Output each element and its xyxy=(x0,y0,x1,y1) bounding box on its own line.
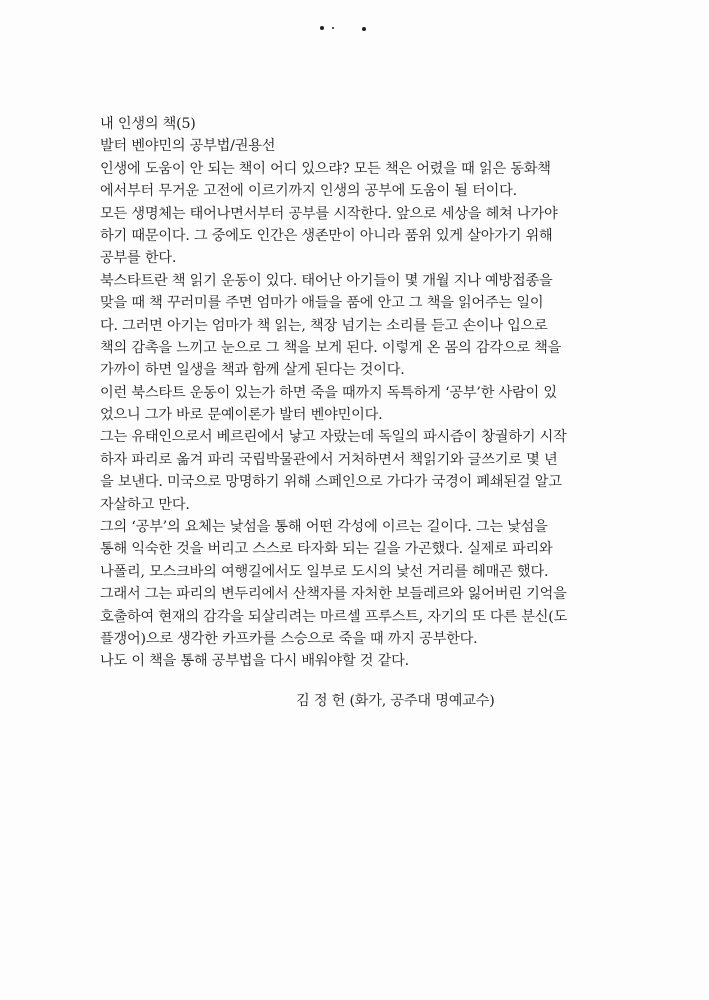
body-line: 책의 감촉을 느끼고 눈으로 그 책을 보게 된다. 이렇게 온 몸의 감각으로 책을 xyxy=(100,339,562,356)
body-line: 을 보낸다. 미국으로 망명하기 위해 스페인으로 가다가 국경이 폐쇄된걸 알고 xyxy=(100,474,562,491)
body-line: 인생에 도움이 안 되는 책이 어디 있으랴? 모든 책은 어렸을 때 읽은 동화책 xyxy=(100,160,551,177)
scan-mark xyxy=(320,26,324,30)
body-line: 공부를 한다. xyxy=(100,250,177,267)
book-title-author: 발터 벤야민의 공부법/권용선 xyxy=(100,138,276,155)
series-title: 내 인생의 책(5) xyxy=(100,116,196,132)
body-line: 하기 때문이다. 그 중에도 인간은 생존만이 아니라 품위 있게 살아가기 위해 xyxy=(100,227,553,244)
body-line: 이런 북스타트 운동이 있는가 하면 죽을 때까지 독특하게 ‘공부’한 사람이 있 xyxy=(100,384,557,401)
body-line: 었으니 그가 바로 문예이론가 발터 벤야민이다. xyxy=(100,407,383,424)
body-line: 그래서 그는 파리의 변두리에서 산책자를 자처한 보들레르와 잃어버린 기억을 xyxy=(100,586,567,603)
body-line: 플갱어)으로 생각한 카프카를 스승으로 죽을 때 까지 공부한다. xyxy=(100,630,478,647)
body-line: 맞을 때 책 꾸러미를 주면 엄마가 애들을 품에 안고 그 책을 읽어주는 일이 xyxy=(100,295,544,312)
body-line: 나폴리, 모스크바의 여행길에서도 일부로 도시의 낯선 거리를 헤매곤 했다. xyxy=(100,563,549,580)
body-line: 통해 익숙한 것을 버리고 스스로 타자화 되는 길을 가곤했다. 실제로 파리와 xyxy=(100,541,553,558)
body-line: 가까이 하면 일생을 책과 함께 살게 된다는 것이다. xyxy=(100,362,405,379)
body-line: 그는 유태인으로서 베르린에서 낳고 자랐는데 독일의 파시즘이 창궐하기 시작 xyxy=(100,429,567,446)
body-line: 에서부터 무거운 고전에 이르기까지 인생의 공부에 도움이 될 터이다. xyxy=(100,183,517,200)
body-line: 나도 이 책을 통해 공부법을 다시 배워야할 것 같다. xyxy=(100,653,409,670)
body-line: 그의 ‘공부’의 요체는 낯섬을 통해 어떤 각성에 이르는 길이다. 그는 낯섬을 xyxy=(100,519,548,536)
author-signature: 김 정 헌 (화가, 공주대 명예교수) xyxy=(296,693,495,709)
scan-mark xyxy=(362,27,366,31)
body-line: 모든 생명체는 태어나면서부터 공부를 시작한다. 앞으로 세상을 헤쳐 나가야 xyxy=(100,205,558,222)
body-line: 호출하여 현재의 감각을 되살리려는 마르셀 프루스트, 자기의 또 다른 분신(도 xyxy=(100,608,568,625)
article-body xyxy=(100,113,620,673)
body-line: 하자 파리로 옮겨 파리 국립박물관에서 거처하면서 책읽기와 글쓰기로 몇 년 xyxy=(100,451,558,468)
body-line: 북스타트란 책 읽기 운동이 있다. 태어난 아기들이 몇 개월 지나 예방접종을 xyxy=(100,272,553,289)
scan-mark xyxy=(332,27,334,29)
body-line: 자살하고 만다. xyxy=(100,496,190,513)
body-line: 다. 그러면 아기는 엄마가 책 읽는, 책장 넘기는 소리를 듣고 손이나 입으로 xyxy=(100,317,548,334)
